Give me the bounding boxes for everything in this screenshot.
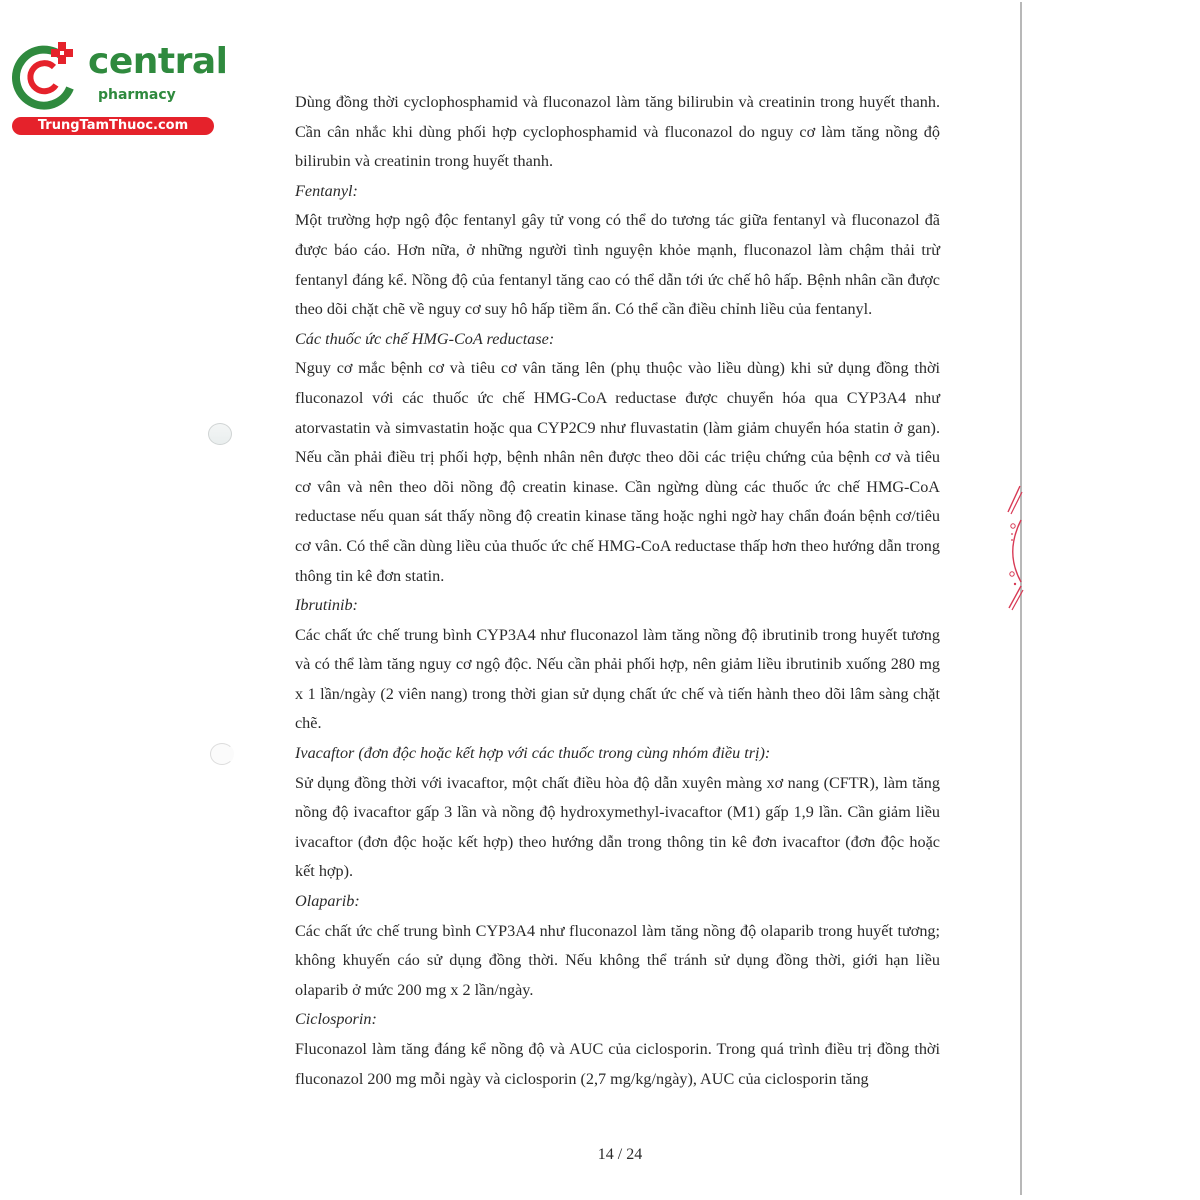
pharmacy-logo	[8, 36, 228, 136]
logo-brand-name: central	[88, 41, 228, 82]
paragraph-ivacaftor: Sử dụng đồng thời với ivacaftor, một chất điều hòa độ dẫn xuyên màng xơ nang (CFTR), làm tăng nồng độ ivacaftor gấp 3 lần và nồng độ hydroxymethyl-ivacaftor (M1) gấp 1,9 lần. Cần giảm liều ivacaftor (đơn độc hoặc kết hợp) theo hướng dẫn trong thông tin kê đơn ivacaftor (đơn độc hoặc kết hợp).	[295, 773, 940, 881]
heading-ibrutinib: Ibrutinib:	[295, 596, 358, 615]
punch-hole	[210, 743, 234, 765]
heading-ivacaftor: Ivacaftor (đơn độc hoặc kết hợp với các thuốc trong cùng nhóm điều trị):	[295, 744, 771, 763]
paragraph-ciclosporin: Fluconazol làm tăng đáng kể nồng độ và AUC của ciclosporin. Trong quá trình điều trị đồng thời fluconazol 200 mg mỗi ngày và ciclosporin (2,7 mg/kg/ngày), AUC của ciclosporin tăng	[295, 1040, 940, 1088]
paragraph-olaparib: Các chất ức chế trung bình CYP3A4 như fluconazol làm tăng nồng độ olaparib trong huyết tương; không khuyến cáo sử dụng đồng thời. Nếu không thể tránh sử dụng đồng thời, giới hạn liều olaparib ở mức 200 mg x 2 lần/ngày.	[295, 921, 940, 999]
paragraph-ibrutinib: Các chất ức chế trung bình CYP3A4 như fluconazol làm tăng nồng độ ibrutinib trong huyết tương và có thể làm tăng nguy cơ ngộ độc. Nếu cần phải phối hợp, nên giảm liều ibrutinib xuống 280 mg x 1 lần/ngày (2 viên nang) trong thời gian sử dụng chất ức chế và tiến hành theo dõi lâm sàng chặt chẽ.	[295, 625, 940, 733]
heading-hmg-coa-reductase: Các thuốc ức chế HMG-CoA reductase:	[295, 329, 555, 348]
logo-tagline: pharmacy	[98, 87, 176, 103]
document-body	[295, 88, 940, 1094]
heading-ciclosporin: Ciclosporin:	[295, 1010, 377, 1029]
logo-website: TrungTamThuoc.com	[12, 117, 214, 135]
paragraph-hmg-coa-reductase: Nguy cơ mắc bệnh cơ và tiêu cơ vân tăng lên (phụ thuộc vào liều dùng) khi sử dụng đồng thời fluconazol với các thuốc ức chế HMG-CoA reductase được chuyển hóa qua CYP3A4 như atorvastatin và simvastatin hoặc qua CYP2C9 như fluvastatin (làm giảm chuyển hóa statin ở gan). Nếu cần phải điều trị phối hợp, bệnh nhân nên được theo dõi các triệu chứng của bệnh cơ và tiêu cơ vân và nên theo dõi nồng độ creatin kinase. Cần ngừng dùng các thuốc ức chế HMG-CoA reductase nếu quan sát thấy nồng độ creatin kinase tăng hoặc nghi ngờ hay chẩn đoán bệnh cơ/tiêu cơ vân. Có thể cần dùng liều của thuốc ức chế HMG-CoA reductase thấp hơn theo hướng dẫn trong thông tin kê đơn statin.	[295, 359, 940, 585]
heading-fentanyl: Fentanyl:	[295, 181, 358, 200]
paragraph-cyclophosphamid: Dùng đồng thời cyclophosphamid và fluconazol làm tăng bilirubin và creatinin trong huyết thanh. Cần cân nhắc khi dùng phối hợp cyclophosphamid và fluconazol do nguy cơ làm tăng nồng độ bilirubin và creatinin trong huyết thanh.	[295, 93, 940, 171]
red-seal-stamp-icon	[1004, 482, 1024, 612]
pharmacy-cross-logo-icon	[12, 40, 82, 110]
punch-hole	[208, 423, 232, 445]
page-number: 14 / 24	[597, 1146, 643, 1163]
heading-olaparib: Olaparib:	[295, 892, 360, 911]
paragraph-fentanyl: Một trường hợp ngộ độc fentanyl gây tử vong có thể do tương tác giữa fentanyl và fluconazol đã được báo cáo. Hơn nữa, ở những người tình nguyện khỏe mạnh, fluconazol làm chậm thải trừ fentanyl đáng kể. Nồng độ của fentanyl tăng cao có thể dẫn tới ức chế hô hấp. Bệnh nhân cần được theo dõi chặt chẽ về nguy cơ suy hô hấp tiềm ẩn. Có thể cần điều chỉnh liều của fentanyl.	[295, 211, 940, 319]
